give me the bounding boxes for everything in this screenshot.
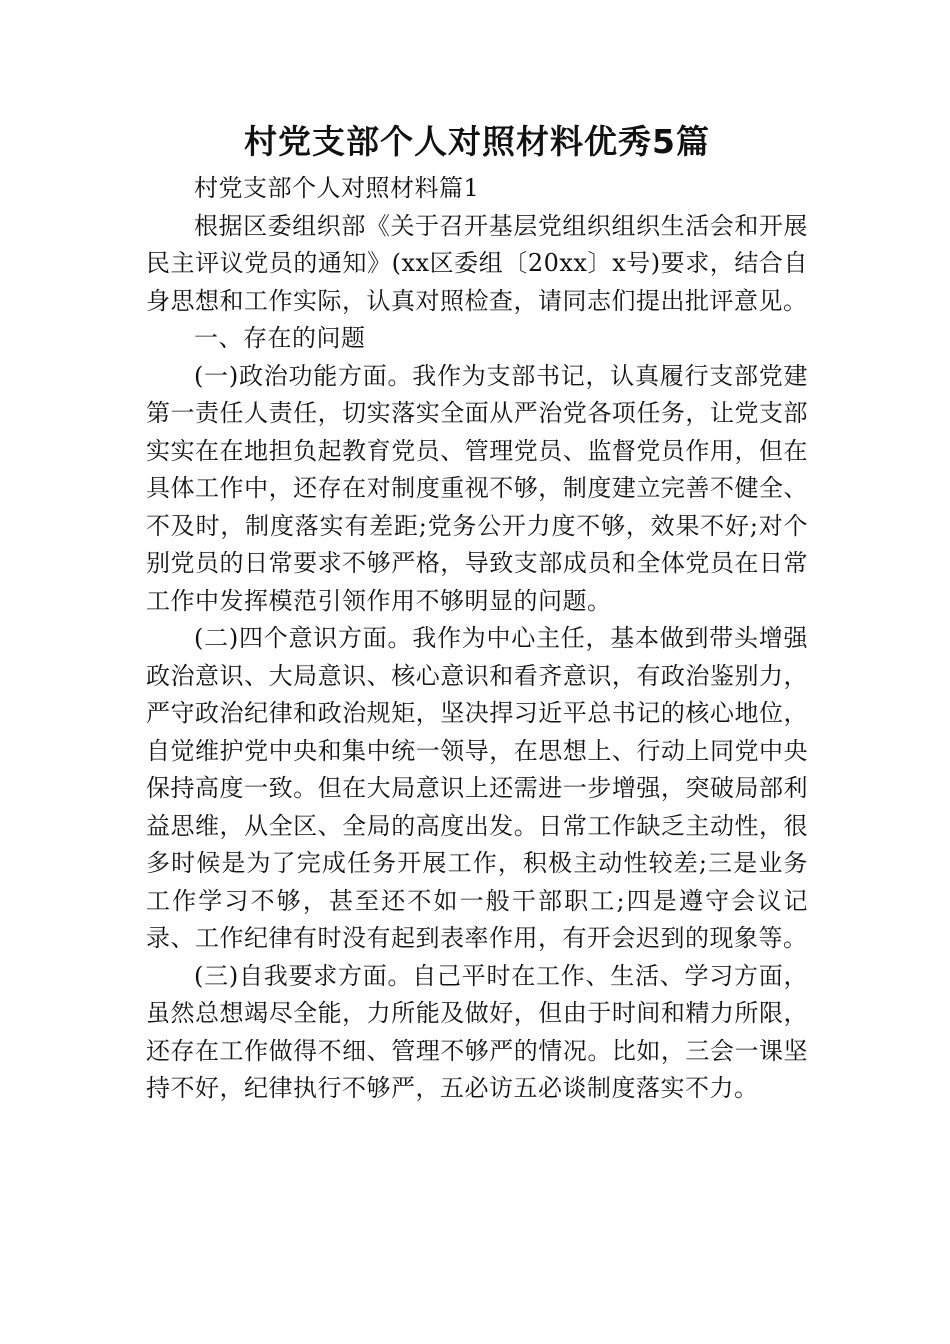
body-paragraph-political-function: (一)政治功能方面。我作为支部书记，认真履行支部党建第一责任人责任，切实落实全面从严治党各项任务，让党支部实实在在地担负起教育党员、管理党员、监督党员作用，但在具体工作中，还存在对制度重视不够，制度建立完善不健全、不及时，制度落实有差距;党务公开力度不够，效果不好;对个别党员的日常要求不够严格，导致支部成员和全体党员在日常工作中发挥模范引领作用不够明显的问题。 xyxy=(146,361,808,615)
intro-paragraph: 根据区委组织部《关于召开基层党组织组织生活会和开展民主评议党员的通知》(xx区委组〔20xx〕x号)要求，结合自身思想和工作实际，认真对照检查，请同志们提出批评意见。 xyxy=(146,211,808,315)
section-heading: 一、存在的问题 xyxy=(194,324,366,352)
body-paragraph-self-requirement: (三)自我要求方面。自己平时在工作、生活、学习方面，虽然总想竭尽全能，力所能及做好，但由于时间和精力所限，还存在工作做得不细、管理不够严的情况。比如，三会一课坚持不好，纪律执行不够严，五必访五必谈制度落实不力。 xyxy=(146,961,808,1102)
body-paragraph-four-consciousness: (二)四个意识方面。我作为中心主任，基本做到带头增强政治意识、大局意识、核心意识和看齐意识，有政治鉴别力，严守政治纪律和政治规矩，坚决捍习近平总书记的核心地位，自觉维护党中央和集中统一领导，在思想上、行动上同党中央保持高度一致。但在大局意识上还需进一步增强，突破局部利益思维，从全区、全局的高度出发。日常工作缺乏主动性，很多时候是为了完成任务开展工作，积极主动性较差;三是业务工作学习不够，甚至还不如一般干部职工;四是遵守会议记录、工作纪律有时没有起到表率作用，有开会迟到的现象等。 xyxy=(146,624,808,952)
article-subtitle: 村党支部个人对照材料篇1 xyxy=(194,174,480,202)
document-title: 村党支部个人对照材料优秀5篇 xyxy=(244,122,710,161)
document-page xyxy=(146,118,808,1108)
